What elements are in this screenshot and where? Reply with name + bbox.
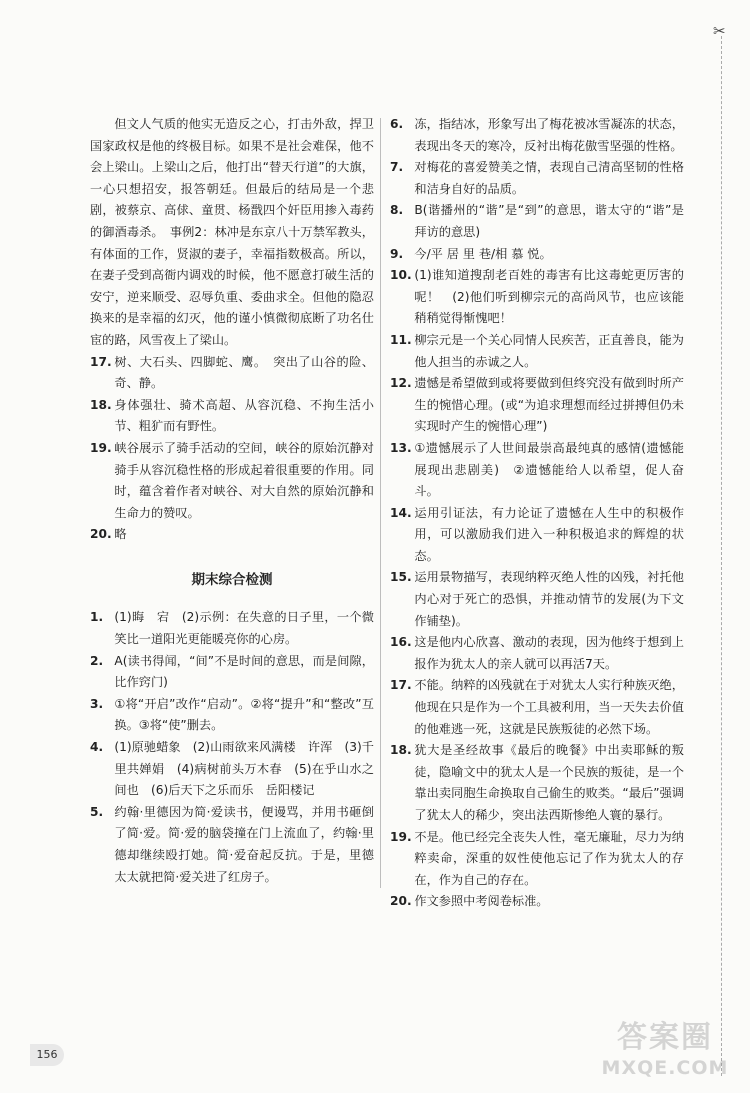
item-text: 作文参照中考阅卷标准。 xyxy=(414,894,549,909)
item-number: 19. xyxy=(90,440,112,455)
watermark-title: 答案圈 xyxy=(617,1020,713,1055)
answer-item xyxy=(390,265,684,330)
answer-item xyxy=(390,157,684,200)
left-column xyxy=(90,114,374,888)
item-text: 冻，指结冰，形象写出了梅花被冰雪凝冻的状态，表现出冬天的寒冷，反衬出梅花傲雪坚强的性格。 xyxy=(414,117,684,153)
answer-item xyxy=(390,373,684,438)
item-number: 15. xyxy=(390,570,412,585)
item-text: ①遗憾展示了人世间最崇高最纯真的感情(遗憾能展现出悲剧美) ②遗憾能给人以希望，促人奋斗。 xyxy=(414,440,684,499)
section-title: 期末综合检测 xyxy=(191,571,273,588)
item-text: A(读书得闻，“间”不是时间的意思，而是间隙，比作窍门) xyxy=(114,653,374,690)
answer-item xyxy=(390,503,684,568)
answer-item xyxy=(90,438,374,524)
item-number: 18. xyxy=(90,397,112,412)
item-number: 16. xyxy=(390,635,412,650)
item-text: 身体强壮、骑术高超、从容沉稳、不拘生活小节、粗犷而有野性。 xyxy=(114,397,374,434)
item-text: 柳宗元是一个关心同情人民疾苦，正直善良，能为他人担当的赤诚之人。 xyxy=(414,332,684,369)
item-number: 2. xyxy=(90,653,104,668)
item-number: 9. xyxy=(390,246,404,261)
item-number: 6. xyxy=(390,117,404,131)
item-text: 不能。纳粹的凶残就在于对犹太人实行种族灭绝，他现在只是作为一个工具被利用，当一天失去价值的他难逃一死，这就是民族叛徒的必然下场。 xyxy=(414,678,684,736)
item-number: 20. xyxy=(390,894,412,909)
item-text: 运用景物描写，表现纳粹灭绝人性的凶残，衬托他内心对于死亡的恐惧，并推动情节的发展(为下文作铺垫)。 xyxy=(414,570,684,628)
answer-item xyxy=(390,244,684,266)
item-text: 这是他内心欣喜、激动的表现，因为他终于想到上报作为犹太人的亲人就可以再活7天。 xyxy=(414,635,684,671)
answer-item xyxy=(90,395,374,438)
item-text: 运用引证法，有力论证了遗憾在人生中的积极作用，可以激励我们进入一种积极追求的辉煌的状态。 xyxy=(414,505,684,563)
item-number: 12. xyxy=(390,376,412,391)
answer-item xyxy=(390,891,684,913)
item-text: (1)原驰蜡象 (2)山雨欲来风满楼 许浑 (3)千里共婵娟 (4)病树前头万木春 (5)在乎山水之间也 (6)后天下之乐而乐 岳阳楼记 xyxy=(114,740,374,798)
answer-item xyxy=(390,438,684,503)
right-column xyxy=(390,114,684,913)
answer-item xyxy=(390,330,684,373)
item-number: 13. xyxy=(390,440,412,455)
answer-item xyxy=(390,675,684,740)
answer-item xyxy=(390,632,684,675)
item-text: B(谐播州的“谐”是“到”的意思，谐太守的“谐”是拜访的意思) xyxy=(414,203,684,239)
item-text: ①将“开启”改作“启动”。②将“提升”和“整改”互换。③将“使”删去。 xyxy=(114,696,374,733)
item-text: (1)晦 宕 (2)示例：在失意的日子里，一个微笑比一道阳光更能暖亮你的心房。 xyxy=(114,610,374,647)
cut-line xyxy=(721,36,722,1076)
item-text: 不是。他已经完全丧失人性，毫无廉耻，尽力为纳粹卖命，深重的奴性使他忘记了作为犹太人的存在，作为自己的存在。 xyxy=(414,829,684,887)
scissors-icon: ✂ xyxy=(713,22,726,40)
answer-item xyxy=(390,567,684,632)
answer-item xyxy=(90,694,374,737)
watermark-url: MXQE.COM xyxy=(601,1057,729,1079)
item-number: 3. xyxy=(90,696,104,711)
answer-item xyxy=(390,114,684,157)
item-text: 犹大是圣经故事《最后的晚餐》中出卖耶稣的叛徒，隐喻文中的犹太人是一个民族的叛徒，是一个靠出卖同胞生命换取自己偷生的败类。“最后”强调了犹太人的稀少，突出法西斯惨绝人寰的暴行。 xyxy=(414,743,684,822)
item-number: 17. xyxy=(90,354,112,369)
watermark-logo xyxy=(600,1020,730,1088)
item-number: 10. xyxy=(390,268,412,283)
answer-item xyxy=(90,651,374,694)
item-text: 树、大石头、四脚蛇、鹰。 突出了山谷的险、奇、静。 xyxy=(114,354,374,391)
item-text: 遗憾是希望做到或将要做到但终究没有做到时所产生的惋惜心理。(或“为追求理想而经过拼搏但仍未实现时产生的惋惜心理”) xyxy=(414,376,684,434)
item-text: (1)谁知道搜刮老百姓的毒害有比这毒蛇更厉害的呢！ (2)他们听到柳宗元的高尚风节，也应该能稍稍觉得惭愧吧！ xyxy=(414,268,684,326)
answer-item xyxy=(90,607,374,650)
column-divider xyxy=(380,118,381,888)
item-text: 今/平 居 里 巷/相 慕 悦。 xyxy=(414,246,552,261)
item-number: 5. xyxy=(90,804,104,819)
item-number: 11. xyxy=(390,332,412,347)
item-number: 8. xyxy=(390,203,404,218)
item-number: 7. xyxy=(390,160,404,175)
answer-item xyxy=(90,737,374,802)
page-number: 156 xyxy=(30,1044,64,1066)
answer-item xyxy=(390,740,684,826)
answer-item xyxy=(90,352,374,395)
answer-item xyxy=(90,802,374,888)
item-text: 略 xyxy=(114,527,127,542)
item-text: 对梅花的喜爱赞美之情，表现自己清高坚韧的性格和洁身自好的品质。 xyxy=(414,160,684,196)
answer-item xyxy=(390,200,684,243)
item-number: 4. xyxy=(90,740,104,755)
answer-item xyxy=(90,524,374,546)
item-number: 19. xyxy=(390,829,412,844)
item-number: 14. xyxy=(390,505,412,520)
answer-item xyxy=(390,827,684,892)
item-number: 18. xyxy=(390,743,412,758)
item-text: 约翰·里德因为简·爱读书，便谩骂，并用书砸倒了简·爱。简·爱的脑袋撞在门上流血了，约翰·里德却继续殴打她。简·爱奋起反抗。于是，里德太太就把简·爱关进了红房子。 xyxy=(114,804,374,884)
continuation-paragraph: 但文人气质的他实无造反之心，打击外敌，捍卫国家政权是他的终极目标。如果不是社会难保，他不会上梁山。上梁山之后，他打出“替天行道”的大旗，一心只想招安，报答朝廷。但最后的结局是一个悲剧，被蔡京、高俅、童贯、杨戬四个奸臣用掺入毒药的御酒毒杀。 事例2：林冲是东京八十万禁军教头，有体面的工作，贤淑的妻子，幸福指数极高。所以，在妻子受到高衙内调戏的时候，他不愿意打破生活的安宁，逆来顺受、忍辱负重、委曲求全。但他的隐忍换来的是幸福的幻灭，他的谨小慎微彻底断了功名仕宦的路，风雪夜上了梁山。 xyxy=(90,117,374,347)
item-number: 17. xyxy=(390,678,412,693)
item-text: 峡谷展示了骑手活动的空间，峡谷的原始沉静对骑手从容沉稳性格的形成起着很重要的作用。同时，蕴含着作者对峡谷、对大自然的原始沉静和生命力的赞叹。 xyxy=(114,440,374,520)
item-number: 20. xyxy=(90,527,112,542)
item-number: 1. xyxy=(90,610,104,625)
